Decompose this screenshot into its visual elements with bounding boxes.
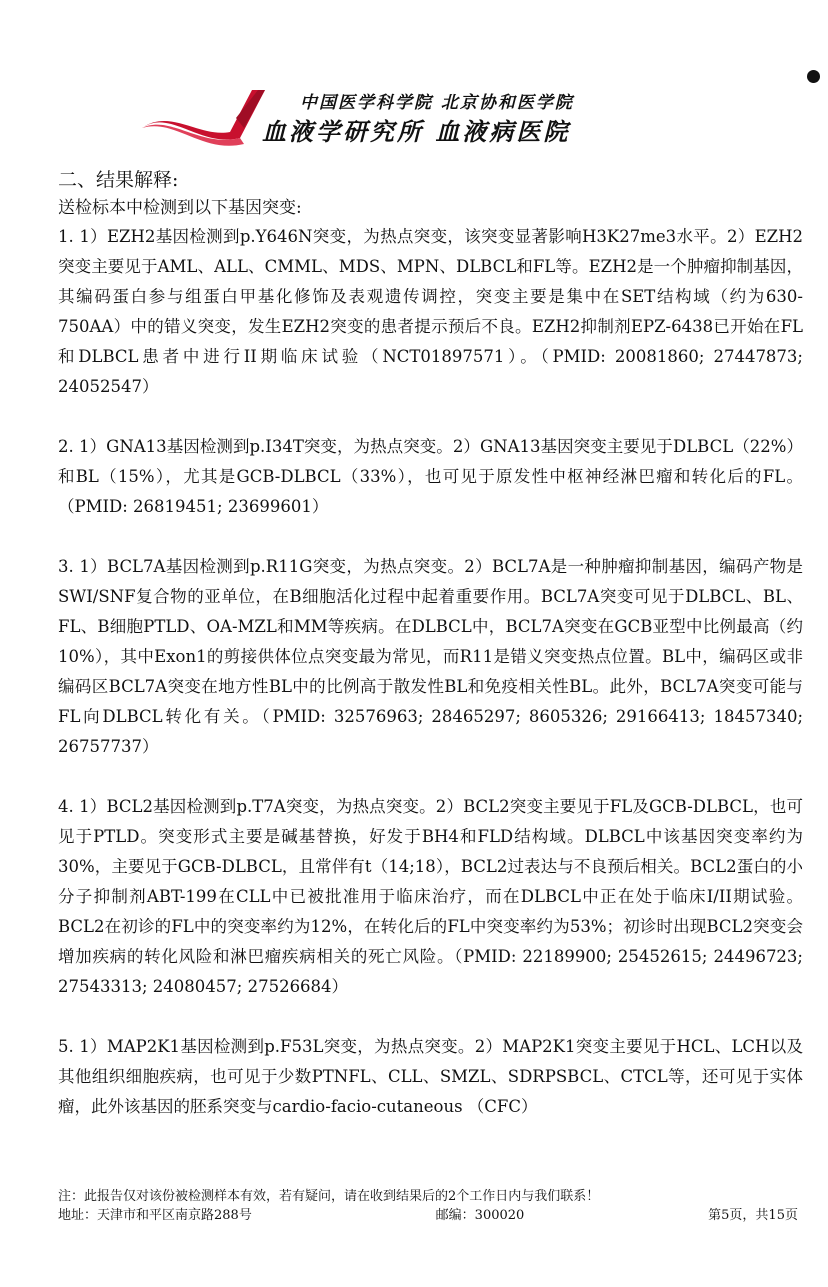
report-footer bbox=[58, 1187, 798, 1225]
intro-text: 送检标本中检测到以下基因突变: bbox=[58, 198, 302, 218]
footer-note: 注：此报告仅对该份被检测样本有效，若有疑问，请在收到结果后的2个工作日内与我们联系！ bbox=[58, 1189, 600, 1204]
footer-page-number: 第5页，共15页 bbox=[708, 1208, 798, 1223]
result-item-2: 2. 1）GNA13基因检测到p.I34T突变，为热点突变。2）GNA13基因突变主要见于DLBCL（22%）和BL（15%），尤其是GCB-DLBCL（33%），也可见于原发性中枢神经淋巴瘤和转化后的FL。（PMID: 26819451; 23699601） bbox=[58, 437, 803, 516]
section-title: 二、结果解释: bbox=[58, 169, 179, 191]
result-item-5: 5. 1）MAP2K1基因检测到p.F53L突变，为热点突变。2）MAP2K1突变主要见于HCL、LCH以及其他组织细胞疾病，也可见于少数PTNFL、CLL、SMZL、SDRPSBCL、CTCL等，还可见于实体瘤，此外该基因的胚系突变与cardio-facio-cutaneous （CFC） bbox=[58, 1037, 803, 1116]
result-item-1: 1. 1）EZH2基因检测到p.Y646N突变，为热点突变，该突变显著影响H3K27me3水平。2）EZH2突变主要见于AML、ALL、CMML、MDS、MPN、DLBCL和FL等。EZH2是一个肿瘤抑制基因，其编码蛋白参与组蛋白甲基化修饰及表观遗传调控，突变主要是集中在SET结构域（约为630-750AA）中的错义突变，发生EZH2突变的患者提示预后不良。EZH2抑制剂EPZ-6438已开始在FL和DLBCL患者中进行II期临床试验（NCT01897571）。（PMID: 20081860; 27447873; 24052547） bbox=[58, 227, 803, 396]
result-item-4: 4. 1）BCL2基因检测到p.T7A突变，为热点突变。2）BCL2突变主要见于FL及GCB-DLBCL，也可见于PTLD。突变形式主要是碱基替换，好发于BH4和FLD结构域。DLBCL中该基因突变率约为30%，主要见于GCB-DLBCL，且常伴有t（14;18），BCL2过表达与不良预后相关。BCL2蛋白的小分子抑制剂ABT-199在CLL中已被批准用于临床治疗，而在DLBCL中正在处于临床I/II期试验。BCL2在初诊的FL中的突变率约为12%，在转化后的FL中突变率约为53%；初诊时出现BCL2突变会增加疾病的转化风险和淋巴瘤疾病相关的死亡风险。（PMID: 22189900; 25452615; 24496723; 27543313; 24080457; 27526684） bbox=[58, 797, 803, 996]
hospital-logo-icon bbox=[140, 88, 270, 150]
result-item-3: 3. 1）BCL7A基因检测到p.R11G突变，为热点突变。2）BCL7A是一种肿瘤抑制基因，编码产物是SWI/SNF复合物的亚单位，在B细胞活化过程中起着重要作用。BCL7A突变可见于DLBCL、BL、FL、B细胞PTLD、OA-MZL和MM等疾病。在DLBCL中，BCL7A突变在GCB亚型中比例最高（约10%），其中Exon1的剪接供体位点突变最为常见，而R11是错义突变热点位置。BL中，编码区或非编码区BCL7A突变在地方性BL中的比例高于散发性BL和免疫相关性BL。此外，BCL7A突变可能与FL向DLBCL转化有关。（PMID: 32576963; 28465297; 8605326; 29166413; 18457340; 26757737） bbox=[58, 557, 803, 756]
edge-dot bbox=[807, 70, 820, 83]
footer-address: 地址：天津市和平区南京路288号 bbox=[58, 1208, 252, 1223]
report-content bbox=[58, 166, 803, 1122]
institution-name-line2: 血液学研究所 血液病医院 bbox=[262, 117, 571, 146]
footer-postcode: 邮编：300020 bbox=[435, 1208, 525, 1223]
report-header bbox=[140, 80, 600, 150]
institution-name-line1: 中国医学科学院 北京协和医学院 bbox=[300, 93, 574, 113]
